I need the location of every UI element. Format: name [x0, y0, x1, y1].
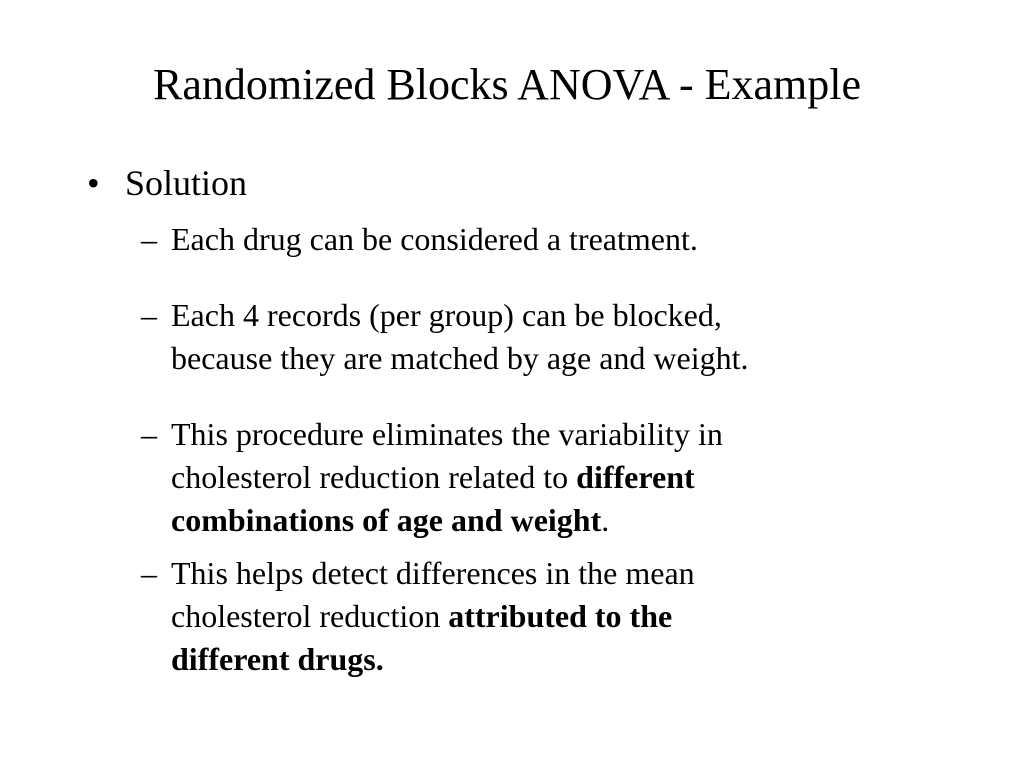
- sub-item-line: Each drug can be considered a treatment.: [171, 221, 698, 257]
- emphasis-text: combinations of age and weight: [171, 502, 602, 538]
- sub-item-text: .: [601, 502, 610, 538]
- dash-marker: –: [141, 297, 157, 333]
- sub-item-line: [171, 502, 609, 538]
- sub-item-line: [171, 641, 384, 677]
- sub-item-text: cholesterol reduction related to: [171, 459, 577, 495]
- bullet-marker: •: [87, 163, 100, 203]
- sub-item-line: [171, 459, 695, 495]
- slide-title: Randomized Blocks ANOVA - Example: [153, 60, 861, 109]
- sub-item-variability: [141, 413, 941, 542]
- sub-item-blocked: [141, 294, 941, 380]
- dash-marker: –: [141, 555, 157, 591]
- bullet-solution: [87, 160, 247, 206]
- sub-item-line: This helps detect differences in the mean: [171, 555, 695, 591]
- sub-item-line: Each 4 records (per group) can be blocked,: [171, 297, 722, 333]
- sub-item-line: [171, 598, 672, 634]
- sub-item-line: because they are matched by age and weight.: [171, 340, 749, 376]
- dash-marker: –: [141, 221, 157, 257]
- emphasis-text: different drugs.: [171, 641, 384, 677]
- sub-item-line: This procedure eliminates the variability in: [171, 416, 723, 452]
- bullet-label: Solution: [125, 163, 248, 203]
- dash-marker: –: [141, 416, 157, 452]
- sub-item-treatment: [141, 218, 941, 261]
- sub-item-text: cholesterol reduction: [171, 598, 449, 634]
- sub-item-differences: [141, 552, 941, 681]
- emphasis-text: attributed to the: [448, 598, 673, 634]
- emphasis-text: different: [576, 459, 695, 495]
